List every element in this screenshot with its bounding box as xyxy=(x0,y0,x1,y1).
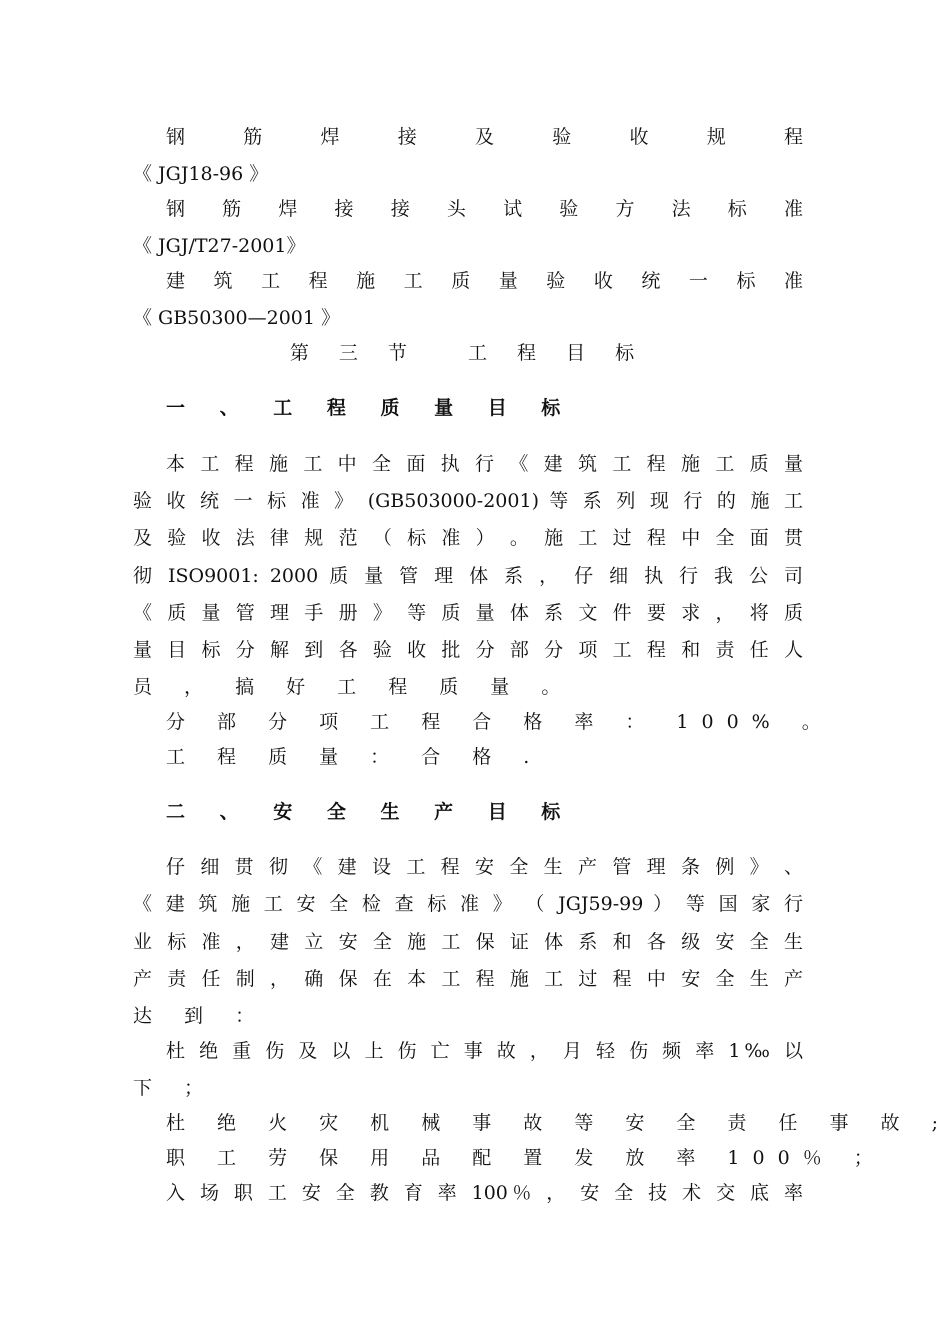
standard-code-3: 《 GB50300—2001 》 xyxy=(133,307,341,329)
quality-para-line-4: 彻 ISO9001: 2000 质 量 管 理 体 系 ， 仔 细 执 行 我 公 司 xyxy=(133,565,803,587)
safety-para-line-3: 业 标 准 ， 建 立 安 全 施 工 保 证 体 系 和 各 级 安 全 生 xyxy=(133,931,803,953)
safety-item-2: 杜 绝 火 灾 机 械 事 故 等 安 全 责 任 事 故 ; xyxy=(166,1112,951,1134)
quality-para-line-6: 量 目 标 分 解 到 各 验 收 批 分 部 分 项 工 程 和 责 任 人 xyxy=(133,639,803,661)
quality-level: 工 程 质 量 ： 合 格 . xyxy=(166,746,543,768)
safety-para-line-4: 产 责 任 制 ， 确 保 在 本 工 程 施 工 过 程 中 安 全 生 产 xyxy=(133,968,803,990)
safety-item-1-line-2: 下 ； xyxy=(133,1077,217,1099)
quality-pass-rate: 分 部 分 项 工 程 合 格 率 ： 100% 。 xyxy=(166,711,834,733)
safety-item-3: 职 工 劳 保 用 品 配 置 发 放 率 100％ ； xyxy=(166,1147,886,1169)
quality-para-line-7: 员 ， 搞 好 工 程 质 量 。 xyxy=(133,676,574,698)
safety-para-line-5: 达 到 ： xyxy=(133,1005,268,1027)
safety-heading: 二 、 安 全 生 产 目 标 xyxy=(166,801,575,823)
standard-code-2: 《 JGJ/T27-2001》 xyxy=(133,235,306,257)
safety-para-line-1: 仔 细 贯 彻 《 建 设 工 程 安 全 生 产 管 理 条 例 》 、 xyxy=(166,856,803,878)
safety-item-1-line-1: 杜 绝 重 伤 及 以 上 伤 亡 事 故 ， 月 轻 伤 频 率 1‰ 以 xyxy=(166,1040,803,1062)
safety-item-4: 入 场 职 工 安 全 教 育 率 100％ ， 安 全 技 术 交 底 率 xyxy=(166,1182,803,1204)
section-title: 第 三 节 工 程 目 标 xyxy=(289,342,647,364)
standard-name-3: 建 筑 工 程 施 工 质 量 验 收 统 一 标 准 xyxy=(166,270,803,292)
quality-para-line-2: 验 收 统 一 标 准 》 (GB503000-2001) 等 系 列 现 行 的 施 工 xyxy=(133,490,803,512)
quality-para-line-5: 《 质 量 管 理 手 册 》 等 质 量 体 系 文 件 要 求 ， 将 质 xyxy=(133,602,803,624)
standard-name-1: 钢 筋 焊 接 及 验 收 规 程 xyxy=(166,126,803,148)
safety-para-line-2: 《 建 筑 施 工 安 全 检 查 标 准 》 （ JGJ59-99 ） 等 国 家 行 xyxy=(133,893,803,915)
quality-para-line-1: 本 工 程 施 工 中 全 面 执 行 《 建 筑 工 程 施 工 质 量 xyxy=(166,453,803,475)
standard-code-1: 《 JGJ18-96 》 xyxy=(133,163,269,185)
quality-para-line-3: 及 验 收 法 律 规 范 （ 标 准 ） 。 施 工 过 程 中 全 面 贯 xyxy=(133,527,803,549)
quality-heading: 一 、 工 程 质 量 目 标 xyxy=(166,397,575,419)
standard-name-2: 钢 筋 焊 接 接 头 试 验 方 法 标 准 xyxy=(166,198,803,220)
